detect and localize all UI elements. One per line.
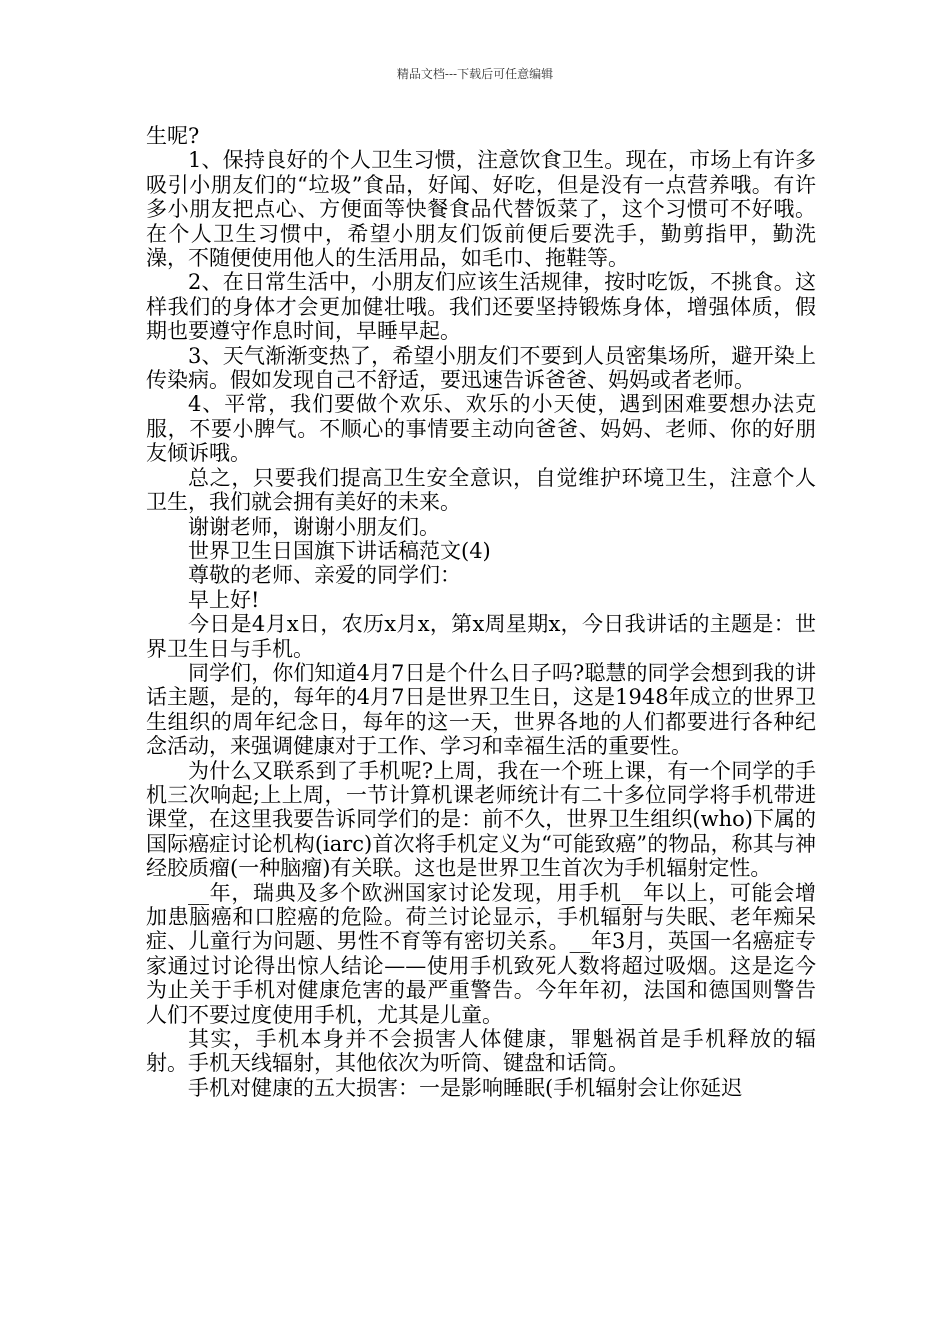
paragraph: 2、在日常生活中，小朋友们应该生活规律，按时吃饭，不挑食。这样我们的身体才会更加健壮哦。我们还要坚持锻炼身体，增强体质，假期也要遵守作息时间，早睡早起。 [146,270,816,344]
paragraph: 1、保持良好的个人卫生习惯，注意饮食卫生。现在，市场上有许多吸引小朋友们的“垃圾”食品，好闻、好吃，但是没有一点营养哦。有许多小朋友把点心、方便面等快餐食品代替饭菜了，这个习惯可不好哦。在个人卫生习惯中，希望小朋友们饭前便后要洗手，勤剪指甲，勤洗澡，不随便使用他人的生活用品，如毛巾、拖鞋等。 [146,148,816,271]
closing-line: 谢谢老师，谢谢小朋友们。 [188,514,440,539]
paragraph: 今日是4月x日，农历x月x，第x周星期x，今日我讲话的主题是：世界卫生日与手机。 [146,612,816,661]
paragraph: 其实，手机本身并不会损害人体健康，罪魁祸首是手机释放的辐射。手机天线辐射，其他依次为听筒、键盘和话筒。 [146,1027,816,1076]
paragraph: 生呢? [146,124,200,148]
salutation: 尊敬的老师、亲爱的同学们： [188,563,461,588]
page-header: 精品文档---下载后可任意编辑 [396,67,554,81]
paragraph: 3、天气渐渐变热了，希望小朋友们不要到人员密集场所，避开染上传染病。假如发现自己不舒适，要迅速告诉爸爸、妈妈或者老师。 [146,343,816,393]
paragraph: 总之，只要我们提高卫生安全意识，自觉维护环境卫生，注意个人卫生，我们就会拥有美好的未来。 [146,465,816,515]
document-body [146,124,816,1100]
greeting: 早上好! [188,587,260,612]
paragraph: 为什么又联系到了手机呢?上周，我在一个班上课，有一个同学的手机三次响起;上上周，一节计算机课老师统计有二十多位同学将手机带进课堂，在这里我要告诉同学们的是：前不久，世界卫生组织(who)下属的国际癌症讨论机构(iarc)首次将手机定义为“可能致癌”的物品，称其与神经胶质瘤(一种脑瘤)有关联。这也是世界卫生首次为手机辐射定性。 [146,758,816,881]
paragraph: __年，瑞典及多个欧洲国家讨论发现，用手机__年以上，可能会增加患脑癌和口腔癌的危险。荷兰讨论显示，手机辐射与失眠、老年痴呆症、儿童行为问题、男性不育等有密切关系。__年3月，英国一名癌症专家通过讨论得出惊人结论——使用手机致死人数将超过吸烟。这是迄今为止关于手机对健康危害的最严重警告。今年年初，法国和德国则警告人们不要过度使用手机，尤其是儿童。 [146,880,816,1027]
section-title: 世界卫生日国旗下讲话稿范文(4) [188,538,491,563]
paragraph: 同学们，你们知道4月7日是个什么日子吗?聪慧的同学会想到我的讲话主题，是的，每年的4月7日是世界卫生日，这是1948年成立的世界卫生组织的周年纪念日，每年的这一天，世界各地的人们都要进行各种纪念活动，来强调健康对于工作、学习和幸福生活的重要性。 [146,660,816,759]
paragraph: 手机对健康的五大损害：一是影响睡眠(手机辐射会让你延迟 [188,1075,743,1100]
paragraph: 4、平常，我们要做个欢乐、欢乐的小天使，遇到困难要想办法克服，不要小脾气。不顺心的事情要主动向爸爸、妈妈、老师、你的好朋友倾诉哦。 [146,392,816,466]
